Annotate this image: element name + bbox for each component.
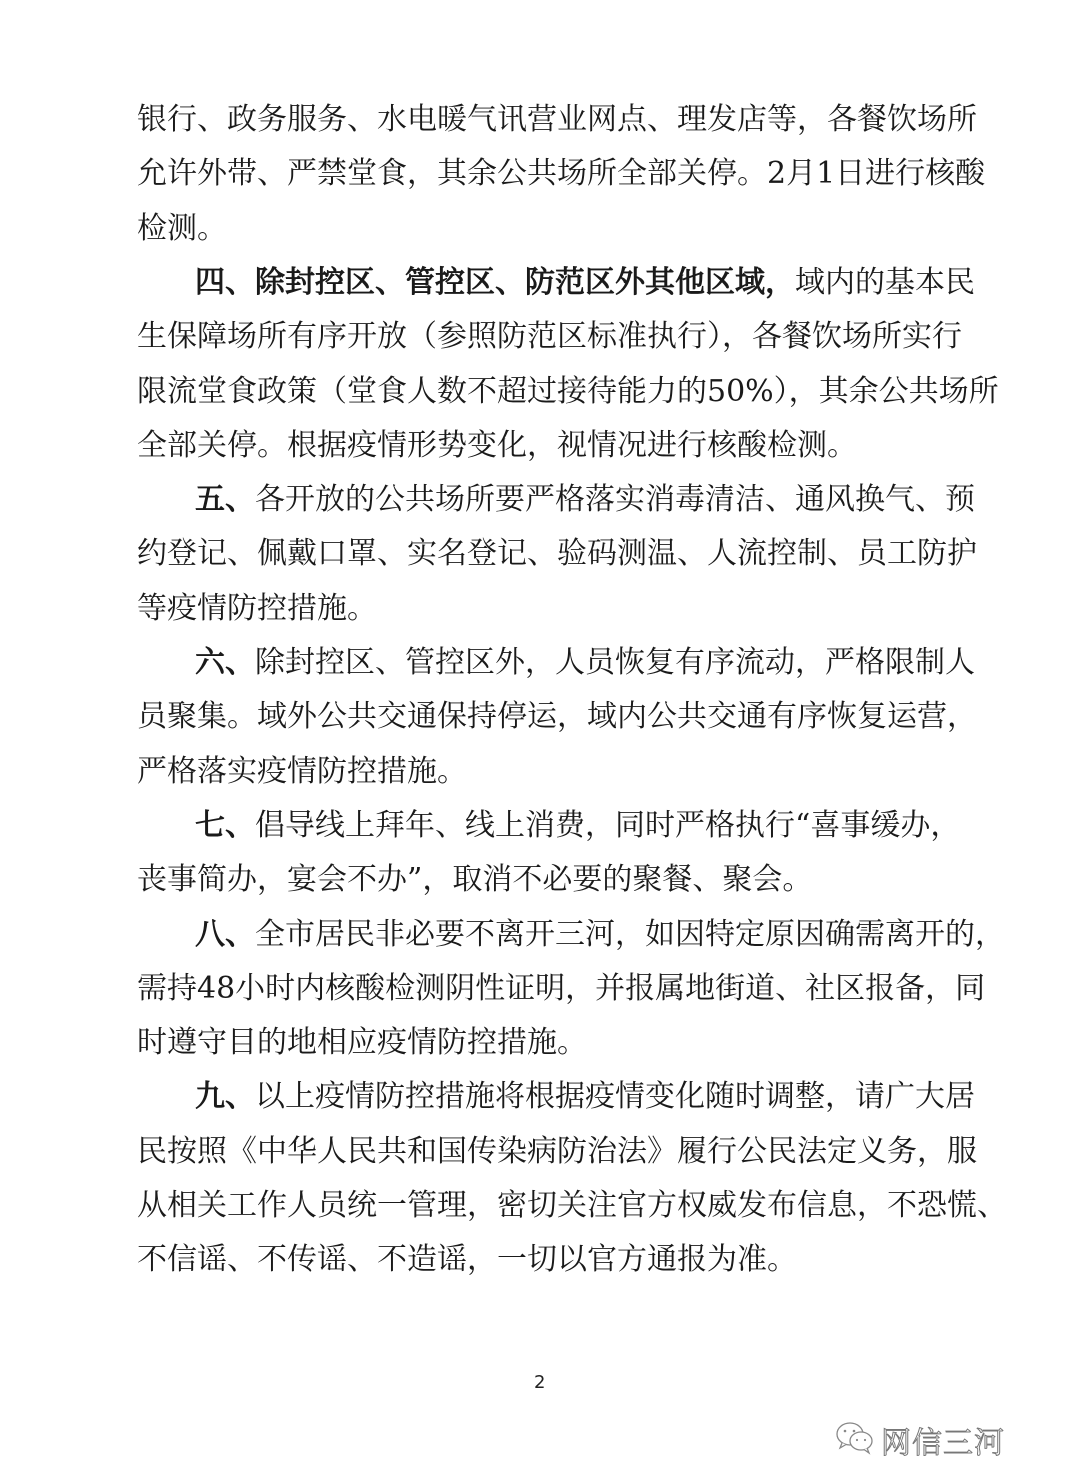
- line-text: 倡导线上拜年、线上消费，同时严格执行“喜事缓办，: [255, 807, 961, 843]
- line-text: 银行、政务服务、水电暖气讯营业网点、理发店等，各餐饮场所: [137, 102, 977, 137]
- section-heading: 六、: [195, 645, 255, 680]
- text-line: [137, 690, 977, 744]
- line-text: 等疫情防控措施。: [137, 590, 377, 626]
- text-line: [137, 745, 955, 799]
- line-text: 从相关工作人员统一管理，密切关注官方权威发布信息，不恐慌、: [137, 1188, 1007, 1223]
- line-text: 严格落实疫情防控措施。: [137, 753, 467, 789]
- line-text: 丧事简办，宴会不办”，取消不必要的聚餐、聚会。: [137, 862, 813, 898]
- wechat-icon: [835, 1421, 875, 1459]
- text-line: [137, 1125, 977, 1179]
- line-text: 以上疫情防控措施将根据疫情变化随时调整，请广大居: [255, 1079, 975, 1115]
- text-line: [195, 1070, 975, 1124]
- text-line: [137, 1179, 1007, 1233]
- line-text: 员聚集。域外公共交通保持停运，域内公共交通有序恢复运营，: [137, 699, 977, 735]
- text-line: [195, 256, 975, 310]
- section-heading: 九、: [195, 1079, 255, 1115]
- text-line: [137, 365, 999, 419]
- line-text: 检测。: [137, 210, 227, 246]
- line-text: 不信谣、不传谣、不造谣，一切以官方通报为准。: [137, 1242, 797, 1278]
- text-line: [137, 527, 977, 581]
- line-text: 域内的基本民: [795, 264, 975, 300]
- section-heading: 五、: [195, 482, 255, 518]
- line-text: 民按照《中华人民共和国传染病防治法》履行公民法定义务，服: [137, 1133, 977, 1169]
- section-heading: 四、除封控区、管控区、防范区外其他区域，: [195, 264, 795, 300]
- line-text: 各开放的公共场所要严格落实消毒清洁、通风换气、预: [255, 482, 975, 518]
- page-number: 2: [534, 1372, 546, 1393]
- line-text: 约登记、佩戴口罩、实名登记、验码测温、人流控制、员工防护: [137, 536, 977, 572]
- text-line: [137, 582, 955, 636]
- line-text: 允许外带、严禁堂食，其余公共场所全部关停。2月1日进行核酸: [137, 156, 986, 192]
- text-line: [137, 93, 977, 147]
- watermark-text: 网信三河: [881, 1426, 1005, 1461]
- text-line: [195, 799, 961, 853]
- text-line: [195, 908, 1005, 962]
- text-line: [137, 1016, 955, 1070]
- line-text: 时遵守目的地相应疫情防控措施。: [137, 1025, 587, 1061]
- text-line: [137, 202, 955, 256]
- text-line: [137, 419, 955, 473]
- line-text: 除封控区、管控区外，人员恢复有序流动，严格限制人: [255, 645, 975, 680]
- text-line: [195, 636, 975, 690]
- section-heading: 八、: [195, 916, 255, 952]
- line-text: 全市居民非必要不离开三河，如因特定原因确需离开的，: [255, 916, 1005, 952]
- text-line: [137, 310, 962, 364]
- line-text: 全部关停。根据疫情形势变化，视情况进行核酸检测。: [137, 427, 857, 463]
- text-line: [195, 473, 975, 527]
- watermark: [835, 1418, 1005, 1462]
- line-text: 需持48小时内核酸检测阴性证明，并报属地街道、社区报备，同: [137, 970, 986, 1006]
- text-line: [137, 962, 986, 1016]
- text-line: [137, 147, 986, 201]
- line-text: 生保障场所有序开放（参照防范区标准执行），各餐饮场所实行: [137, 319, 962, 355]
- line-text: 限流堂食政策（堂食人数不超过接待能力的50%），其余公共场所: [137, 373, 999, 409]
- text-line: [137, 1233, 955, 1287]
- text-line: [137, 853, 955, 907]
- section-heading: 七、: [195, 807, 255, 843]
